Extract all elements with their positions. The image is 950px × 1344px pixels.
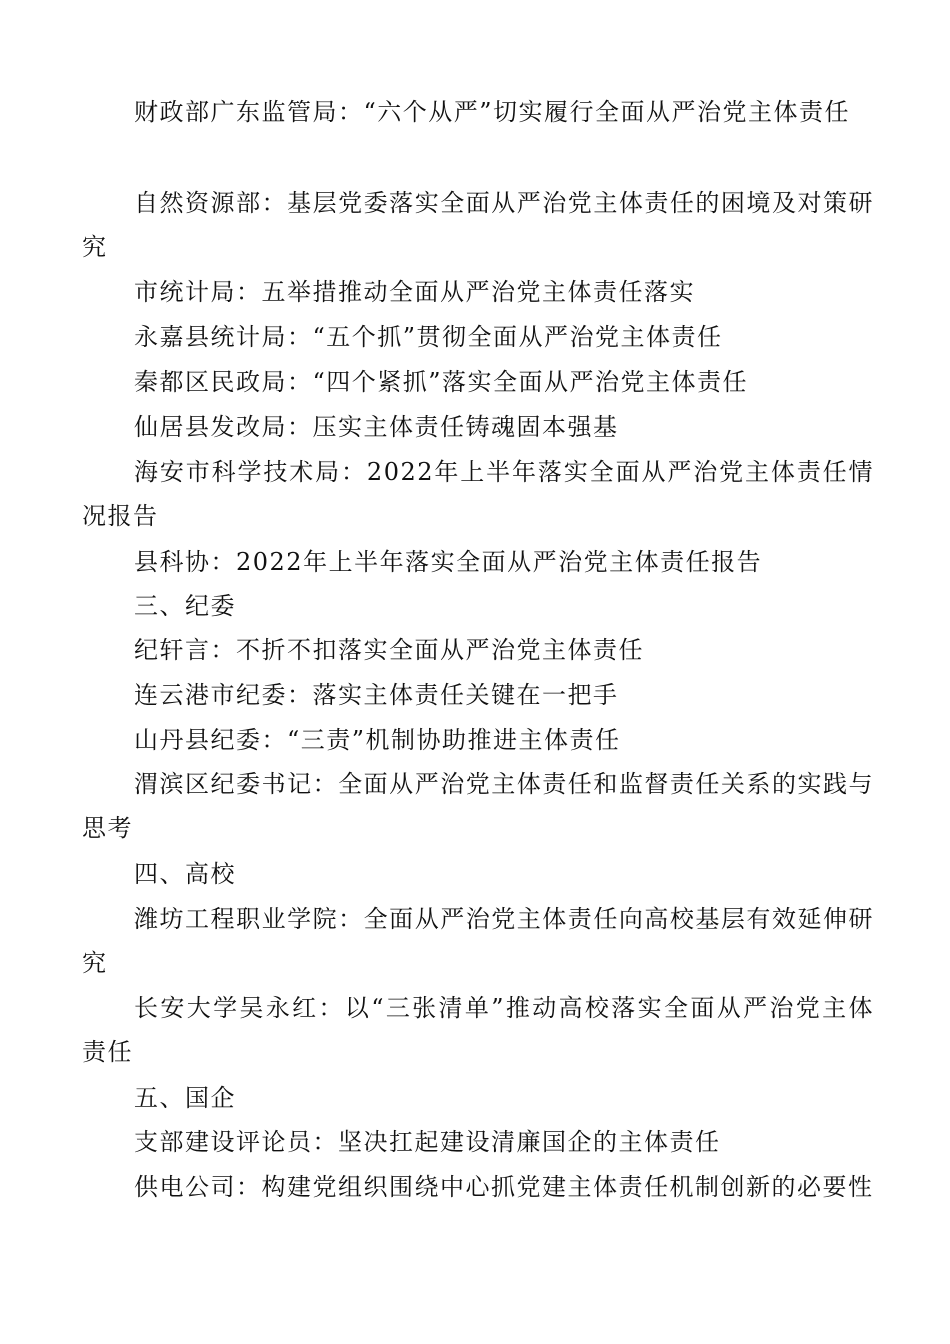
section-heading: 四、高校 xyxy=(134,860,236,888)
list-item: 纪轩言：不折不扣落实全面从严治党主体责任 xyxy=(134,636,644,664)
list-item: 永嘉县统计局：“五个抓”贯彻全面从严治党主体责任 xyxy=(134,323,723,351)
list-item: 长安大学吴永红：以“三张清单”推动高校落实全面从严治党主体责任 xyxy=(82,994,874,1066)
list-item: 财政部广东监管局：“六个从严”切实履行全面从严治党主体责任 xyxy=(134,98,851,126)
list-item: 支部建设评论员：坚决扛起建设清廉国企的主体责任 xyxy=(134,1128,721,1156)
list-item: 渭滨区纪委书记：全面从严治党主体责任和监督责任关系的实践与思考 xyxy=(82,770,874,842)
list-item: 山丹县纪委：“三责”机制协助推进主体责任 xyxy=(134,726,621,754)
list-item: 仙居县发改局：压实主体责任铸魂固本强基 xyxy=(134,413,619,441)
list-item: 供电公司：构建党组织围绕中心抓党建主体责任机制创新的必要性 xyxy=(134,1173,874,1201)
list-item: 市统计局：五举措推动全面从严治党主体责任落实 xyxy=(134,278,695,306)
list-item: 自然资源部：基层党委落实全面从严治党主体责任的困境及对策研究 xyxy=(82,189,874,261)
section-heading: 三、纪委 xyxy=(134,592,236,620)
section-heading: 五、国企 xyxy=(134,1084,236,1112)
list-item: 海安市科学技术局：2022年上半年落实全面从严治党主体责任情况报告 xyxy=(82,458,874,530)
list-item: 县科协：2022年上半年落实全面从严治党主体责任报告 xyxy=(134,548,763,576)
list-item: 连云港市纪委：落实主体责任关键在一把手 xyxy=(134,681,619,709)
list-item: 秦都区民政局：“四个紧抓”落实全面从严治党主体责任 xyxy=(134,368,749,396)
list-item: 潍坊工程职业学院：全面从严治党主体责任向高校基层有效延伸研究 xyxy=(82,905,874,977)
